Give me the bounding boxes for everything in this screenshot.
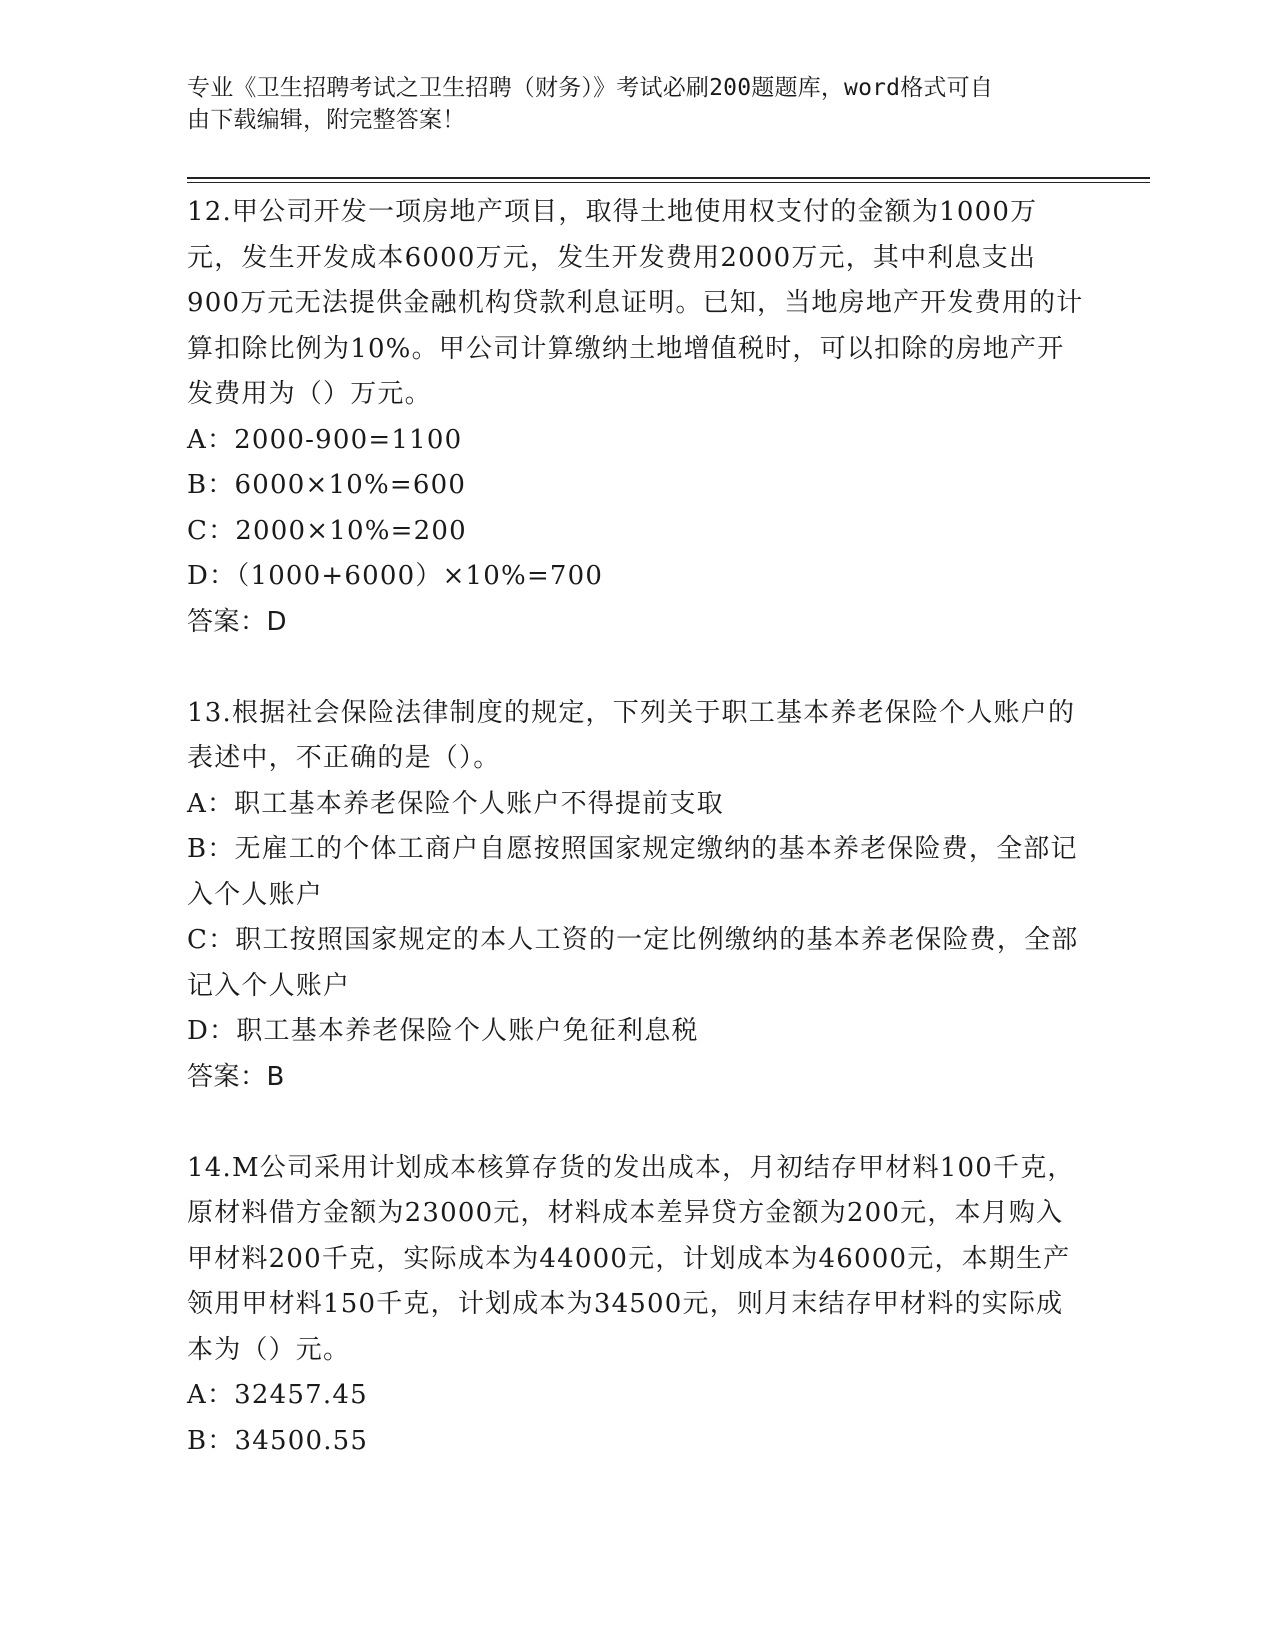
option-b: B：无雇工的个体工商户自愿按照国家规定缴纳的基本养老保险费，全部记入个人账户: [187, 834, 1078, 910]
option-d: D：（1000+6000）×10%=700: [187, 561, 604, 591]
option-a: A：2000-900=1100: [187, 424, 463, 455]
question-12: [187, 190, 1087, 645]
option-b: B：6000×10%=600: [187, 470, 467, 500]
question-stem: 13.根据社会保险法律制度的规定，下列关于职工基本养老保险个人账户的表述中，不正确的是（）。: [187, 697, 1076, 773]
option-a: A：32457.45: [187, 1380, 368, 1410]
question-stem: 14.M公司采用计划成本核算存货的发出成本，月初结存甲材料100千克，原材料借方金额为23000元，材料成本差异贷方金额为200元，本月购入甲材料200千克，实际成本为44000元，计划成本为46000元，本期生产领用甲材料150千克，计划成本为34500元，则月末结存甲材料的实际成本为（）元。: [187, 1152, 1075, 1365]
header-divider-thin: [187, 182, 1150, 183]
option-d: D：职工基本养老保险个人账户免征利息税: [187, 1016, 699, 1046]
answer-label: 答案：B: [187, 1061, 285, 1092]
question-list: [187, 190, 1087, 1464]
option-b: B：34500.55: [187, 1425, 369, 1456]
option-c: C：职工按照国家规定的本人工资的一定比例缴纳的基本养老保险费，全部记入个人账户: [187, 925, 1079, 1001]
option-a: A：职工基本养老保险个人账户不得提前支取: [187, 788, 724, 819]
header-line-1: 专业《卫生招聘考试之卫生招聘（财务）》考试必刷200题题库，word格式可自: [187, 75, 994, 101]
question-stem: 12.甲公司开发一项房地产项目，取得土地使用权支付的金额为1000万元，发生开发成本6000万元，发生开发费用2000万元，其中利息支出900万元无法提供金融机构贷款利息证明。已知，当地房地产开发费用的计算扣除比例为10%。甲公司计算缴纳土地增值税时，可以扣除的房地产开发费用为（）万元。: [187, 197, 1084, 409]
header-line-2: 由下载编辑，附完整答案！: [187, 107, 466, 133]
question-13: [187, 691, 1087, 1101]
spacer: [187, 645, 1087, 691]
document-header: [187, 72, 1087, 136]
spacer: [187, 1100, 1087, 1146]
option-c: C：2000×10%=200: [187, 515, 467, 546]
answer-label: 答案：D: [187, 606, 288, 637]
header-divider-thick: [187, 177, 1150, 179]
question-14: [187, 1146, 1087, 1465]
